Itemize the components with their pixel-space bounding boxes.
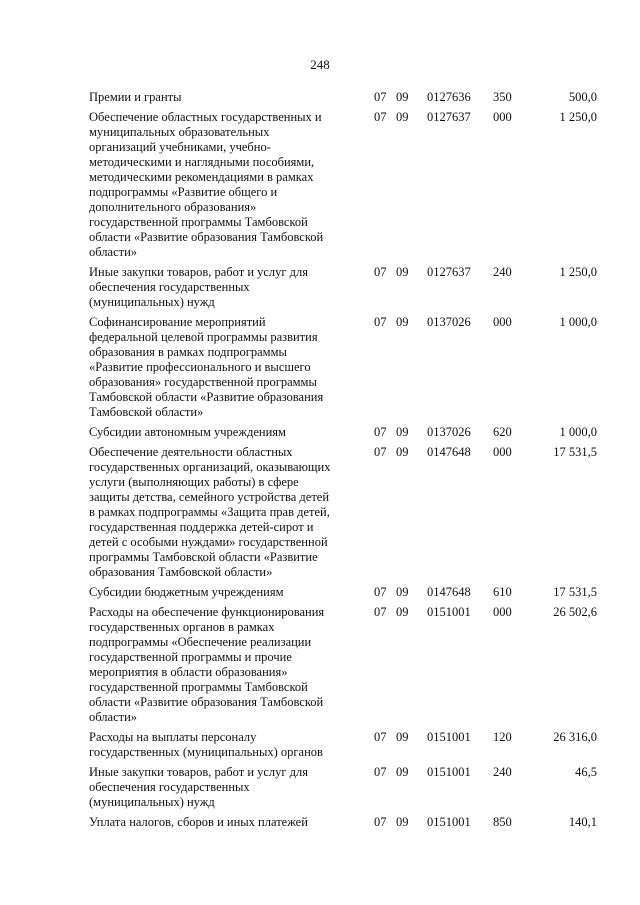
expense-type-code: 240: [493, 765, 512, 779]
budget-table: [89, 90, 601, 835]
expense-type-code: 000: [493, 110, 512, 124]
table-row: [89, 815, 601, 830]
table-row: [89, 90, 601, 105]
expense-name: Субсидии автономным учреждениям: [89, 425, 286, 439]
amount: 26 502,6: [553, 605, 597, 619]
expense-type-code: 620: [493, 425, 512, 439]
subsection-code: 09: [396, 265, 409, 279]
table-row: [89, 445, 601, 580]
amount: 26 316,0: [553, 730, 597, 744]
section-code: 07: [374, 110, 387, 124]
article-code: 0151001: [427, 765, 471, 779]
expense-name: Расходы на выплаты персоналу государственных (муниципальных) органов: [89, 730, 323, 759]
table-row: [89, 315, 601, 420]
section-code: 07: [374, 265, 387, 279]
article-code: 0151001: [427, 605, 471, 619]
expense-name: Обеспечение областных государственных и муниципальных образовательных организаций учебниками, учебно- методическими и наглядными пособиями, методическими рекомендациями в рамках подпрограммы «Развитие общего и дополнительного образования» государственной программы Тамбовской области «Развитие образования Тамбовской области»: [89, 110, 324, 259]
expense-name: Премии и гранты: [89, 90, 182, 104]
subsection-code: 09: [396, 730, 409, 744]
amount: 500,0: [568, 90, 597, 104]
subsection-code: 09: [396, 90, 409, 104]
expense-name: Софинансирование мероприятий федеральной целевой программы развития образования в рамках подпрограммы «Развитие профессионального и высшего образования» государственной программы Тамбовской области «Развитие образования Тамбовской области»: [89, 315, 324, 419]
article-code: 0127637: [427, 110, 471, 124]
expense-type-code: 120: [493, 730, 512, 744]
article-code: 0147648: [427, 585, 471, 599]
article-code: 0151001: [427, 730, 471, 744]
expense-name: Обеспечение деятельности областных государственных организаций, оказывающих услуги (выполняющих работы) в сфере защиты детства, семейного устройства детей в рамках подпрограммы «Защита прав детей, государственная поддержка детей-сирот и детей с особыми нуждами» государственной программы Тамбовской области «Развитие образования Тамбовской области»: [89, 445, 331, 579]
table-row: [89, 425, 601, 440]
amount: 46,5: [575, 765, 597, 779]
expense-type-code: 000: [493, 445, 512, 459]
section-code: 07: [374, 765, 387, 779]
subsection-code: 09: [396, 110, 409, 124]
article-code: 0151001: [427, 815, 471, 829]
expense-type-code: 240: [493, 265, 512, 279]
article-code: 0127637: [427, 265, 471, 279]
article-code: 0137026: [427, 425, 471, 439]
amount: 1 000,0: [559, 425, 597, 439]
section-code: 07: [374, 815, 387, 829]
section-code: 07: [374, 730, 387, 744]
page-number: 248: [310, 57, 330, 72]
table-row: [89, 110, 601, 260]
expense-name: Иные закупки товаров, работ и услуг для обеспечения государственных (муниципальных) нужд: [89, 265, 309, 309]
subsection-code: 09: [396, 605, 409, 619]
subsection-code: 09: [396, 315, 409, 329]
subsection-code: 09: [396, 445, 409, 459]
expense-type-code: 350: [493, 90, 512, 104]
amount: 17 531,5: [553, 445, 597, 459]
amount: 140,1: [568, 815, 597, 829]
subsection-code: 09: [396, 765, 409, 779]
subsection-code: 09: [396, 425, 409, 439]
table-row: [89, 730, 601, 760]
expense-type-code: 850: [493, 815, 512, 829]
section-code: 07: [374, 90, 387, 104]
amount: 1 000,0: [559, 315, 597, 329]
section-code: 07: [374, 425, 387, 439]
expense-type-code: 610: [493, 585, 512, 599]
article-code: 0137026: [427, 315, 471, 329]
section-code: 07: [374, 585, 387, 599]
expense-type-code: 000: [493, 315, 512, 329]
table-row: [89, 605, 601, 725]
subsection-code: 09: [396, 585, 409, 599]
expense-name: Субсидии бюджетным учреждениям: [89, 585, 284, 599]
table-row: [89, 265, 601, 310]
expense-type-code: 000: [493, 605, 512, 619]
table-row: [89, 765, 601, 810]
table-row: [89, 585, 601, 600]
amount: 1 250,0: [559, 110, 597, 124]
article-code: 0147648: [427, 445, 471, 459]
amount: 17 531,5: [553, 585, 597, 599]
section-code: 07: [374, 315, 387, 329]
amount: 1 250,0: [559, 265, 597, 279]
section-code: 07: [374, 605, 387, 619]
article-code: 0127636: [427, 90, 471, 104]
expense-name: Иные закупки товаров, работ и услуг для обеспечения государственных (муниципальных) нужд: [89, 765, 309, 809]
expense-name: Расходы на обеспечение функционирования государственных органов в рамках подпрограммы «Обеспечение реализации государственной программы и прочие мероприятия в области образования» государственной программы Тамбовской области «Развитие образования Тамбовской области»: [89, 605, 325, 724]
subsection-code: 09: [396, 815, 409, 829]
section-code: 07: [374, 445, 387, 459]
expense-name: Уплата налогов, сборов и иных платежей: [89, 815, 308, 829]
